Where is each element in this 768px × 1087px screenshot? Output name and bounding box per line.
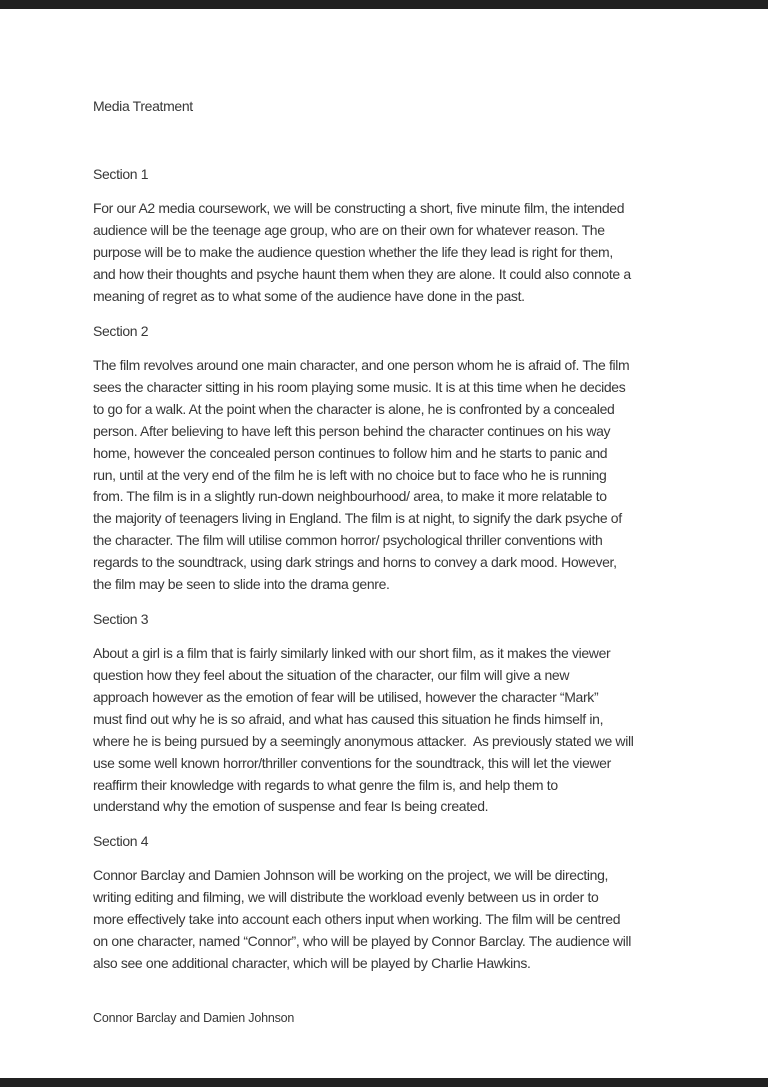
text-line: must find out why he is so afraid, and what has caused this situation he finds himself in,: [93, 710, 604, 727]
section-3-paragraph: [93, 643, 713, 818]
text-line: approach however as the emotion of fear will be utilised, however the character “Mark”: [93, 688, 599, 705]
text-line: run, until at the very end of the film he is left with no choice but to face who he is running: [93, 466, 607, 483]
top-letterbox-bar: [0, 0, 768, 9]
text-line: About a girl is a film that is fairly similarly linked with our short film, as it makes the viewer: [93, 645, 611, 662]
text-line: the character. The film will utilise common horror/ psychological thriller conventions with: [93, 532, 603, 549]
text-line: more effectively take into account each others input when working. The film will be centred: [93, 911, 621, 928]
text-line: The film revolves around one main character, and one person whom he is afraid of. The film: [93, 357, 630, 374]
text-line: reaffirm their knowledge with regards to what genre the film is, and help them to: [93, 776, 558, 793]
text-line: the film may be seen to slide into the drama genre.: [93, 576, 390, 593]
document-content: [93, 96, 713, 1026]
text-line: understand why the emotion of suspense and fear Is being created.: [93, 798, 489, 815]
text-line: audience will be the teenage age group, who are on their own for whatever reason. The: [93, 222, 605, 239]
text-line: regards to the soundtrack, using dark strings and horns to convey a dark mood. However,: [93, 554, 617, 571]
text-line: the majority of teenagers living in England. The film is at night, to signify the dark psyche of: [93, 510, 622, 527]
text-line: purpose will be to make the audience question whether the life they lead is right for them,: [93, 244, 613, 261]
text-line: home, however the concealed person continues to follow him and he starts to panic and: [93, 444, 608, 461]
section-1-paragraph: [93, 198, 713, 308]
text-line: writing editing and filming, we will distribute the workload evenly between us in order to: [93, 889, 599, 906]
bottom-letterbox-bar: [0, 1078, 768, 1087]
text-line: use some well known horror/thriller conventions for the soundtrack, this will let the viewer: [93, 754, 611, 771]
text-line: to go for a walk. At the point when the character is alone, he is confronted by a concealed: [93, 400, 615, 417]
section-3-heading: Section 3: [93, 610, 149, 627]
section-4-heading: Section 4: [93, 832, 149, 849]
footer-author-names: Connor Barclay and Damien Johnson: [93, 1010, 295, 1025]
text-line: person. After believing to have left this person behind the character continues on his way: [93, 422, 611, 439]
text-line: question how they feel about the situation of the character, our film will give a new: [93, 667, 570, 683]
section-1-heading: Section 1: [93, 165, 149, 182]
text-line: Connor Barclay and Damien Johnson will be working on the project, we will be directing,: [93, 867, 609, 884]
text-line: For our A2 media coursework, we will be constructing a short, five minute film, the intended: [93, 200, 625, 217]
section-4-paragraph: [93, 865, 713, 975]
text-line: and how their thoughts and psyche haunt them when they are alone. It could also connote a: [93, 266, 631, 283]
text-line: on one character, named “Connor”, who will be played by Connor Barclay. The audience will: [93, 933, 631, 950]
section-2-heading: Section 2: [93, 322, 149, 339]
text-line: where he is being pursued by a seemingly anonymous attacker. As previously stated we will: [93, 732, 634, 749]
text-line: meaning of regret as to what some of the audience have done in the past.: [93, 288, 525, 305]
text-line: from. The film is in a slightly run-down neighbourhood/ area, to make it more relatable to: [93, 488, 607, 505]
text-line: also see one additional character, which will be played by Charlie Hawkins.: [93, 955, 531, 972]
document-title: Media Treatment: [93, 98, 193, 114]
text-line: sees the character sitting in his room playing some music. It is at this time when he decides: [93, 378, 626, 395]
section-2-paragraph: [93, 355, 713, 596]
